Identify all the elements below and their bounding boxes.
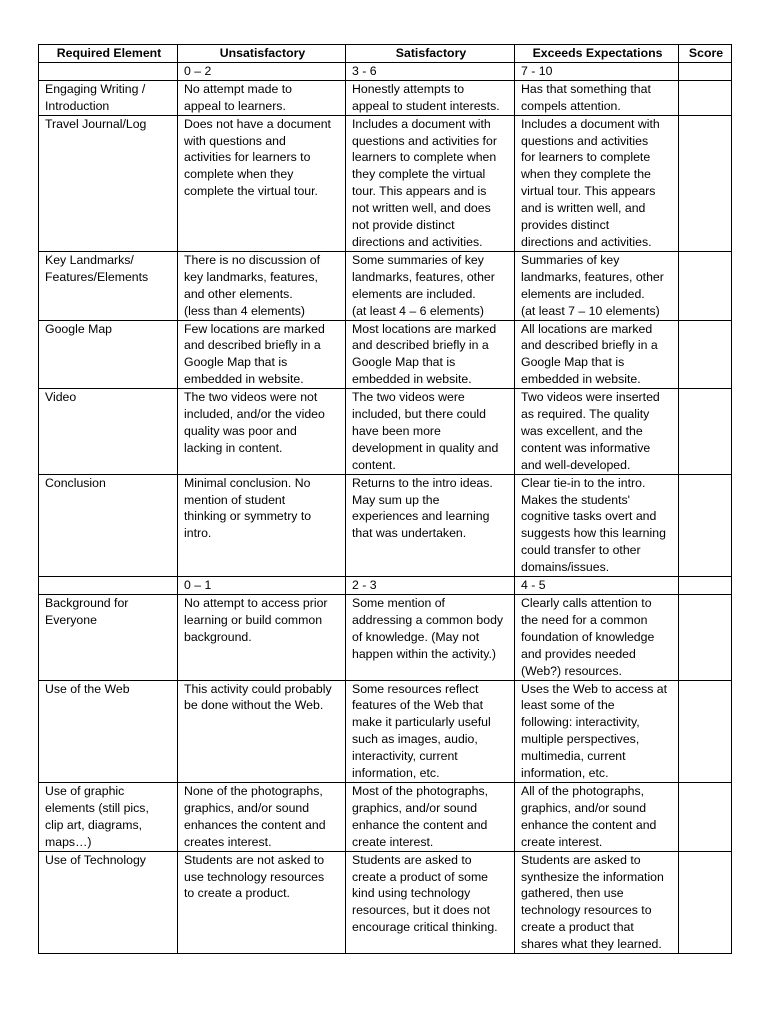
range-exceeds: 7 - 10 [515, 62, 679, 80]
exceeds-cell: Students are asked to synthesize the information gathered, then use technology resources to create a product that shares what they learned. [521, 852, 664, 952]
score-cell [679, 320, 732, 389]
score-cell [679, 251, 732, 320]
exceeds-cell: Includes a document with questions and activities for learners to complete when they complete the virtual tour. This appears and is written well, and provides distinct directions and activities. [521, 116, 660, 249]
satisfactory-cell: Most of the photographs, graphics, and/or sound enhance the content and create interest. [352, 783, 489, 849]
exceeds-cell: Uses the Web to access at least some of the following: interactivity, multiple perspectives, multimedia, current information, etc. [521, 681, 668, 781]
table-row [39, 115, 732, 251]
element-label: Use of the Web [45, 681, 130, 696]
exceeds-cell: Clear tie-in to the intro. Makes the students' cognitive tasks overt and suggests how this learning could transfer to other domains/issues. [521, 475, 666, 575]
element-label: Use of graphic elements (still pics, clip art, diagrams, maps…) [45, 783, 149, 849]
range-exceeds: 4 - 5 [515, 577, 679, 595]
score-cell [679, 680, 732, 782]
satisfactory-cell: Students are asked to create a product of some kind using technology resources, but it does not encourage critical thinking. [352, 852, 498, 935]
exceeds-cell: Summaries of key landmarks, features, other elements are included. (at least 7 – 10 elements) [521, 252, 664, 318]
score-cell [679, 115, 732, 251]
exceeds-cell: Has that something that compels attention. [521, 81, 651, 113]
satisfactory-cell: Some resources reflect features of the Web that make it particularly useful such as images, audio, interactivity, current information, etc. [352, 681, 491, 781]
score-cell [679, 851, 732, 953]
element-label: Video [45, 390, 77, 405]
unsatisfactory-cell: Students are not asked to use technology resources to create a product. [184, 852, 325, 901]
unsatisfactory-cell: No attempt made to appeal to learners. [184, 81, 292, 113]
element-label: Background for Everyone [45, 596, 129, 627]
table-row [39, 474, 732, 576]
unsatisfactory-cell: Does not have a document with questions and activities for learners to complete when they complete the virtual tour. [184, 116, 331, 199]
unsatisfactory-cell: No attempt to access prior learning or build common background. [184, 596, 328, 644]
satisfactory-cell: Returns to the intro ideas. May sum up the experiences and learning that was undertaken. [352, 475, 493, 541]
exceeds-cell: All of the photographs, graphics, and/or sound enhance the content and create interest. [521, 783, 657, 849]
unsatisfactory-cell: This activity could probably be done without the Web. [184, 681, 332, 713]
range-unsatisfactory: 0 – 2 [178, 62, 346, 80]
satisfactory-cell: Includes a document with questions and activities for learners to complete when they complete the virtual tour. This appears and is not written well, and does not provide distinct directions and activities. [352, 116, 497, 249]
unsatisfactory-cell: None of the photographs, graphics, and/or sound enhances the content and creates interest. [184, 783, 326, 849]
header-score: Score [679, 45, 732, 63]
header-exceeds-expectations: Exceeds Expectations [515, 45, 679, 63]
header-unsatisfactory: Unsatisfactory [178, 45, 346, 63]
element-label: Travel Journal/Log [45, 116, 147, 131]
range-label-cell [39, 577, 178, 595]
element-label: Engaging Writing / Introduction [45, 81, 146, 113]
score-cell [679, 80, 732, 115]
satisfactory-cell: Honestly attempts to appeal to student interests. [352, 81, 500, 113]
range-label-cell [39, 62, 178, 80]
exceeds-cell: Two videos were inserted as required. The quality was excellent, and the content was informative and well-developed. [521, 390, 660, 472]
table-row [39, 320, 732, 389]
exceeds-cell: Clearly calls attention to the need for a common foundation of knowledge and provides needed (Web?) resources. [521, 596, 655, 678]
satisfactory-cell: The two videos were included, but there could have been more development in quality and content. [352, 390, 499, 472]
table-row [39, 389, 732, 475]
table-row [39, 851, 732, 953]
table-row [39, 80, 732, 115]
range-satisfactory: 3 - 6 [346, 62, 515, 80]
element-label: Key Landmarks/ Features/Elements [45, 252, 149, 284]
unsatisfactory-cell: The two videos were not included, and/or the video quality was poor and lacking in content. [184, 390, 325, 455]
header-required-element: Required Element [39, 45, 178, 63]
range-score-cell [679, 62, 732, 80]
satisfactory-cell: Some mention of addressing a common body of knowledge. (May not happen within the activity.) [352, 596, 504, 661]
table-row [39, 251, 732, 320]
table-row [39, 782, 732, 851]
score-range-row [39, 62, 732, 80]
element-label: Use of Technology [45, 852, 146, 867]
score-range-row [39, 577, 732, 595]
header-satisfactory: Satisfactory [346, 45, 515, 63]
range-score-cell [679, 577, 732, 595]
score-cell [679, 389, 732, 475]
satisfactory-cell: Most locations are marked and described briefly in a Google Map that is embedded in website. [352, 321, 497, 387]
exceeds-cell: All locations are marked and described briefly in a Google Map that is embedded in website. [521, 321, 658, 387]
header-row [39, 45, 732, 63]
unsatisfactory-cell: Few locations are marked and described briefly in a Google Map that is embedded in website. [184, 321, 325, 387]
range-satisfactory: 2 - 3 [346, 577, 515, 595]
unsatisfactory-cell: Minimal conclusion. No mention of student thinking or symmetry to intro. [184, 475, 312, 541]
score-cell [679, 474, 732, 576]
element-label: Conclusion [45, 475, 106, 490]
score-cell [679, 782, 732, 851]
element-label: Google Map [45, 321, 112, 336]
rubric-table [38, 44, 732, 954]
score-cell [679, 595, 732, 681]
satisfactory-cell: Some summaries of key landmarks, features, other elements are included. (at least 4 – 6 elements) [352, 252, 495, 318]
table-row [39, 680, 732, 782]
table-row [39, 595, 732, 681]
unsatisfactory-cell: There is no discussion of key landmarks, features, and other elements. (less than 4 elements) [184, 252, 321, 318]
range-unsatisfactory: 0 – 1 [178, 577, 346, 595]
